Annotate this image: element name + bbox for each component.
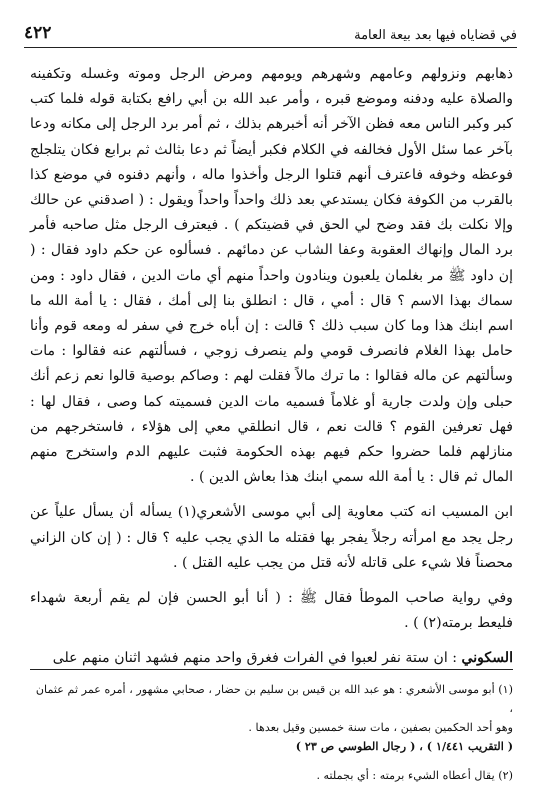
footnote-1-line-2: وهو أحد الحكمين بصفين ، مات سنة خمسين وقيل بعدها . [248, 721, 513, 734]
speaker-name: السكوني [461, 650, 513, 667]
paragraph-4 [30, 646, 513, 671]
footnote-1-reference: ( التقريب ١/٤٤١ ) ، ( رجال الطوسي ص ٢٣ ) [295, 739, 513, 753]
footnote-divider [30, 669, 513, 670]
running-title: في قضاياه فيها بعد بيعة العامة [354, 28, 517, 43]
footnote-2: (٢) يقال أعطاه الشيء برمته : أي بجملته . [316, 769, 513, 782]
paragraph-1: ذهابهم ونزولهم وعامهم وشهرهم ويومهم ومرض الرجل وموته وغسله وتكفينه والصلاة عليه ودفنه وموضع قبره ، وأمر عبد الله بن أبي رافع بكتابة قوله فلما كتب كبر وكبر الناس معه فظن الآخر أنه أخبرهم بذلك ، ثم أمر برد الرجل إلى مكانه ودعا بآخر عما سئل الأول فخالفه في الكلام فكبر أيضاً ثم دعا بثالث ثم برابع فكان يتلجلج فوعظه وخوفه فاعترف أنهم قتلوا الرجل وأخذوا ماله ، وأنهم دفنوه في موضع كذا بالقرب من الكوفة فكان يستدعي بعد ذلك واحداً واحداً ويقول : ( اصدقني عن حالك وإلا نكلت بك فقد وضح لي الحق في قضيتكم ) . فيعترف الرجل مثل صاحبه فأمر برد المال وإنهاك العقوبة وعفا الشاب عن دمائهم . فسألوه عن حكم داود فقال : ( إن داود ﷺ مر بغلمان يلعبون وينادون واحداً منهم أي مات الدين ، فقال داود : ومن سماك بهذا الاسم ؟ قال : أمي ، قال : انطلق بنا إلى أمك ، فقال : يا أمة الله ما اسم ابنك هذا وما كان سبب ذلك ؟ قالت : إن أباه خرج في سفر له ومعه قوم وأنا حامل بهذا الغلام فانصرف قومي ولم ينصرف زوجي ، فسألتهم عنه فقالوا : مات وسألتهم عن ماله فقالوا : ما ترك مالاً فقلت لهم : وصاكم بوصية قالوا نعم زعم أنك حبلى وإن ولدت جارية أو غلاماً فسميه مات الدين فسميته كما وصى ، فقال لها : فهل تعرفين القوم ؟ قالت نعم ، قال انطلقي معي إلى هؤلاء ، فاستخرجهم من منازلهم فلما حضروا حكم فيهم بهذه الحكومة فثبت عليهم الدم واستخرج منهم المال ثم قال : يا أمة الله سمي ابنك هذا بعاش الدين ) . [30, 66, 513, 486]
footnotes [30, 680, 513, 785]
paragraph-3: وفي رواية صاحب الموطأ فقال ﷺ : ( أنا أبو الحسن فإن لم يقم أربعة شهداء فليعط برمته(٢) ) . [30, 590, 513, 632]
paragraph-2: ابن المسيب انه كتب معاوية إلى أبي موسى الأشعري(١) يسأله أن يسأل علياً عن رجل يجد مع امرأته رجلاً يفجر بها فقتله ما الذي يجب عليه ؟ قال : ( إن كان الزاني محصناً فلا شيء على قاتله لأنه قتل من يجب عليه القتل ) . [30, 504, 513, 571]
page-number: ٤٢٢ [24, 23, 52, 43]
main-text [30, 62, 513, 672]
paragraph-4-text: : ان ستة نفر لعبوا في الفرات فغرق واحد منهم فشهد اثنان منهم على [52, 650, 457, 667]
footnote-1-line-1: (١) أبو موسى الأشعري : هو عبد الله بن قيس بن سليم بن حضار ، صحابي مشهور ، أمره عمر ثم عثمان ، [35, 683, 513, 715]
page-header [24, 10, 517, 48]
